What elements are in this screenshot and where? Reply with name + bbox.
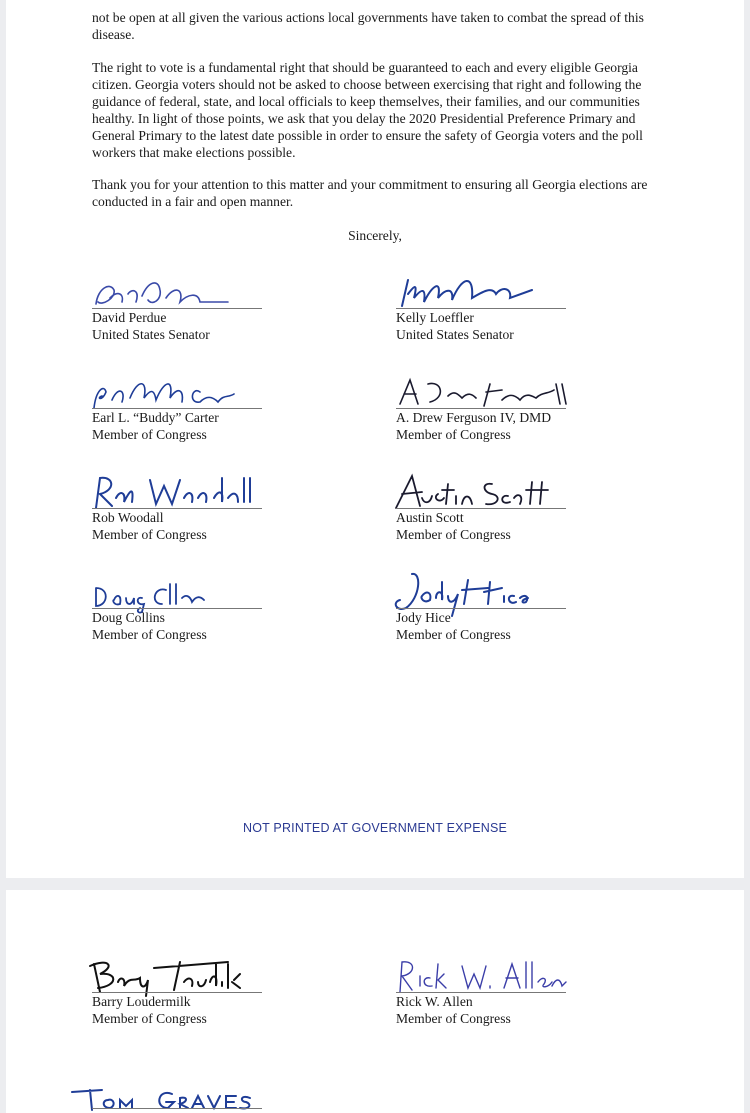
paragraph-top: not be open at all given the various actions local governments have taken to combat the spread of this disease. (92, 10, 644, 42)
signatory-title: Member of Congress (92, 1011, 207, 1026)
signatory-name: Austin Scott (396, 510, 464, 525)
signatory-name: Doug Collins (92, 610, 165, 625)
signatory-title: Member of Congress (396, 627, 511, 642)
signatory-title: Member of Congress (396, 427, 511, 442)
signatory-name: Rob Woodall (92, 510, 164, 525)
signatory-name: David Perdue (92, 310, 167, 325)
signatory-title: Member of Congress (396, 527, 511, 542)
letter-page-1 (6, 0, 744, 878)
signatory-title: Member of Congress (396, 1011, 511, 1026)
signatory-title: Member of Congress (92, 427, 207, 442)
signatory-name: Kelly Loeffler (396, 310, 474, 325)
signatory-title: United States Senator (92, 327, 210, 342)
paragraph-right-to-vote: The right to vote is a fundamental right that should be guaranteed to each and every eligible Georgia citizen. Georgia voters should not be asked to choose between exercising that right and following the guidance of federal, state, and local officials to keep themselves, their families, and our communities healthy. In light of those points, we ask that you delay the 2020 Presidential Preference Primary and General Primary to the latest date possible in order to ensure the safety of Georgia voters and the poll workers that make elections possible. (92, 60, 643, 160)
signatory-title: Member of Congress (92, 627, 207, 642)
footer-note: NOT PRINTED AT GOVERNMENT EXPENSE (242, 821, 508, 835)
paragraph-thanks: Thank you for your attention to this matter and your commitment to ensuring all Georgia elections are conducted in a fair and open manner. (92, 177, 648, 209)
signatory-name: Barry Loudermilk (92, 994, 191, 1009)
signatory-name: Jody Hice (396, 610, 451, 625)
closing-sincerely: Sincerely, (348, 228, 402, 243)
signatory-title: United States Senator (396, 327, 514, 342)
letter-page-2 (6, 890, 744, 1113)
signatory-name: Rick W. Allen (396, 994, 473, 1009)
signatory-name: Earl L. “Buddy” Carter (92, 410, 219, 425)
signature-tom-graves (88, 1068, 263, 1113)
signatory-title: Member of Congress (92, 527, 207, 542)
signatory-name: A. Drew Ferguson IV, DMD (396, 410, 552, 425)
